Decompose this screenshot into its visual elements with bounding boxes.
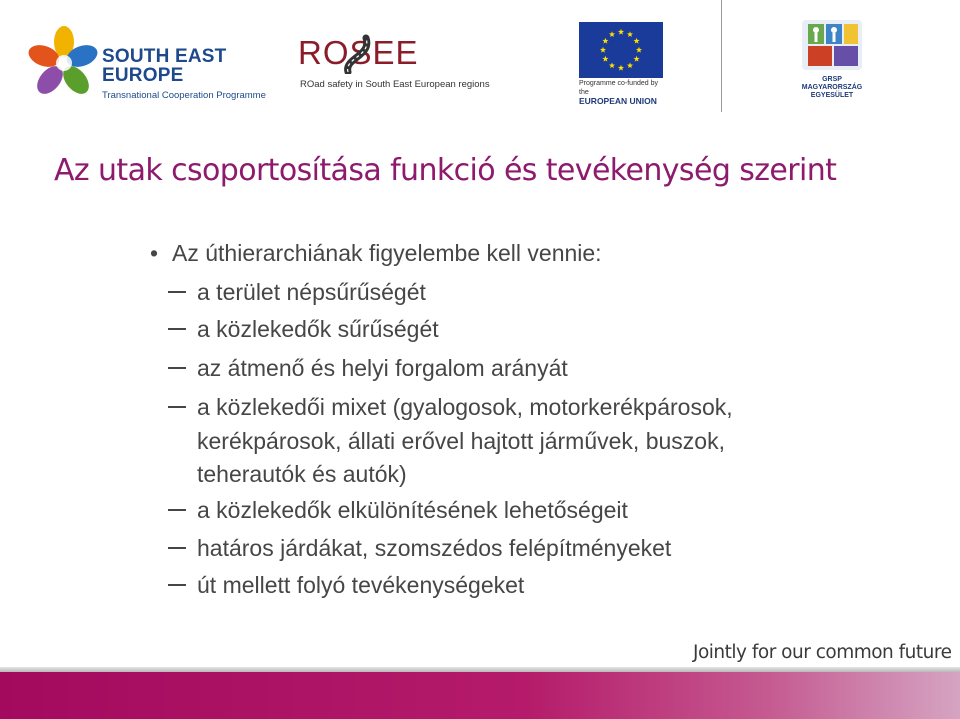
eu-caption: Programme co-funded by the [579,80,658,96]
see-line2: EUROPE [102,65,184,86]
grsp-logo [796,16,868,104]
dash-icon [168,406,186,408]
dash-icon [168,509,186,511]
south-east-europe-logo [28,20,266,101]
list-item-text: kerékpárosok, állati erővel hajtott járművek, buszok, [197,428,725,454]
see-subtitle: Transnational Cooperation Programme [102,90,266,101]
rosee-wordmark: ROSEE [298,34,419,71]
eu-logo [579,22,669,106]
dash-icon [168,547,186,549]
see-flower-icon [28,26,100,98]
header-divider [721,0,722,112]
grsp-line2: MAGYARORSZÁG [801,84,863,91]
main-bullet-text: Az úthierarchiának figyelembe kell vennie: [172,240,602,266]
list-item-text: a közlekedők sűrűségét [197,316,439,342]
dash-icon [168,367,186,369]
list-item-text: út mellett folyó tevékenységeket [197,572,525,598]
footer-band [0,672,960,719]
rosee-logo [298,36,498,96]
grsp-line3: EGYESÜLET [810,92,854,99]
dash-icon [168,291,186,293]
road-curve-icon [342,34,378,74]
eu-name: EUROPEAN UNION [579,96,657,106]
eu-flag-icon [579,22,663,78]
list-item-text: a terület népsűrűségét [197,279,426,305]
dash-icon [168,584,186,586]
footer-tagline: Jointly for our common future [693,642,952,663]
list-item-text: a közlekedők elkülönítésének lehetőségeit [197,497,628,523]
list-item-text: határos járdákat, szomszédos felépítményeket [197,535,672,561]
slide-title: Az utak csoportosítása funkció és tevékenység szerint [54,153,837,188]
list-item-text: a közlekedői mixet (gyalogosok, motorkerékpárosok, [197,394,733,420]
grsp-emblem-icon [796,16,868,74]
grsp-line1: GRSP [822,76,842,83]
list-item-text: az átmenő és helyi forgalom arányát [197,355,568,381]
bullet-dot-icon: • [150,240,159,266]
rosee-subtitle: ROad safety in South East European regions [300,79,490,90]
list-item-text: teherautók és autók) [197,461,407,487]
see-line1: SOUTH EAST [102,46,227,67]
dash-icon [168,328,186,330]
